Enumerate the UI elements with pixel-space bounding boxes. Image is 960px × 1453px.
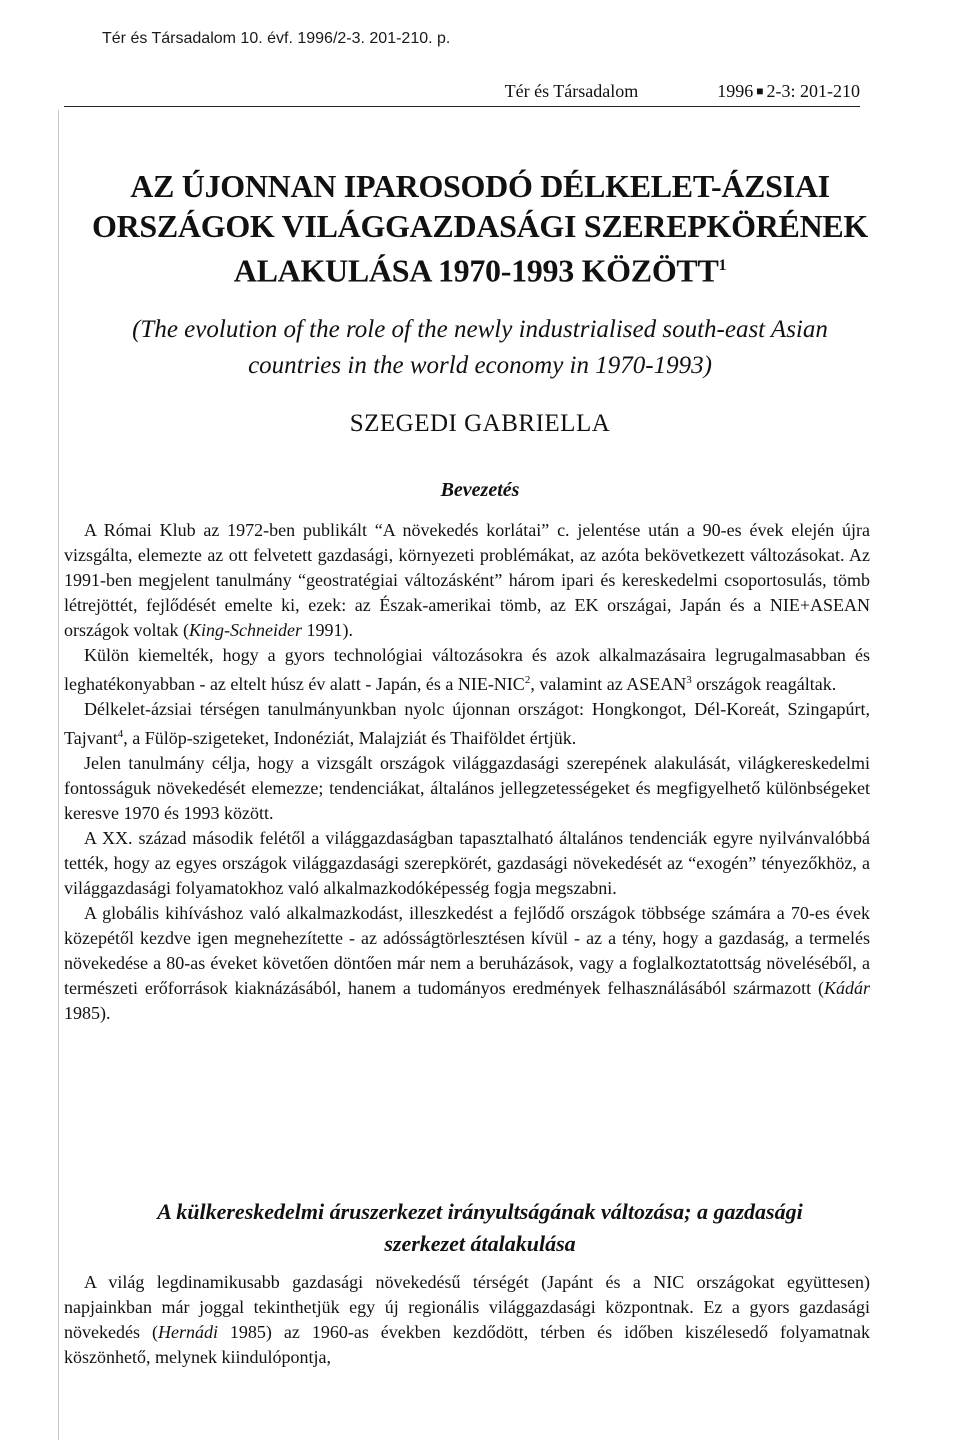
citation-author: Hernádi	[157, 1322, 218, 1342]
article-title	[60, 166, 900, 291]
paragraph: A globális kihíváshoz való alkalmazkodást, illeszkedést a fejlődő országok többsége számára a 70-es évek közepétől kezdve igen megnehezítette - az adósságtörlesztésen kívül - az a tény, hogy a gazdaság, a termelés növekedése a 80-as éveket követően döntően már nem a beruházások, vagy a foglalkoztatottság növeléséből, a természeti erőforrások kiaknázásából, hanem a tudományos eredmények felhasználásából származott (Kádár 1985).	[64, 903, 870, 1023]
title-line-3: ALAKULÁSA 1970-1993 KÖZÖTT	[233, 252, 719, 289]
footnote-mark: 2	[524, 674, 531, 686]
bullet-separator-icon: ■	[756, 84, 764, 98]
journal-header	[64, 80, 860, 107]
margin-rule	[58, 110, 59, 1440]
english-subtitle	[60, 312, 900, 384]
paragraph: Külön kiemelték, hogy a gyors technológiai változásokra és azok alkalmazásaira legrugalmasabban és leghatékonyabban - az eltelt húsz év alatt - Japán, és a NIE-NIC$^2$, valamint az ASEAN$^3$ országok reagáltak.	[64, 645, 870, 694]
citation-line: Tér és Társadalom 10. évf. 1996/2-3. 201-210. p.	[102, 30, 451, 47]
paragraph: A világ legdinamikusabb gazdasági növekedésű térségét (Japánt és a NIC országokat együttesen) napjainkban már joggal tekinthetjük egy új regionális világgazdasági központnak. Ez a gyors gazdasági növekedés (Hernádi 1985) az 1960-as években kezdődött, térben és időben kiszélesedő folyamatnak köszönhető, melynek kiindulópontja,	[64, 1272, 870, 1367]
title-footnote-mark: 1	[718, 257, 727, 274]
title-line-2: ORSZÁGOK VILÁGGAZDASÁGI SZEREPKÖRÉNEK	[91, 208, 869, 244]
author-name: SZEGEDI GABRIELLA	[349, 410, 611, 437]
intro-heading: Bevezetés	[440, 479, 520, 501]
subtitle-line-1: (The evolution of the role of the newly industrialised south-east Asian	[132, 316, 828, 343]
title-line-1: AZ ÚJONNAN IPAROSODÓ DÉLKELET-ÁZSIAI	[130, 168, 830, 204]
section-2-body	[64, 1270, 870, 1370]
footnote-mark: 3	[686, 674, 692, 686]
journal-issue-pages: 2-3: 201-210	[766, 81, 860, 101]
paragraph: A XX. század második felétől a világgazdaságban tapasztalható általános tendenciák egyre nyilvánvalóbbá tették, hogy az egyes országok világgazdasági szerepkörét, gazdasági növekedését az “exogén” tényezőkhöz, a világgazdasági folyamatokhoz való alkalmazkodóképesség fogja megszabni.	[64, 828, 870, 898]
paragraph: Délkelet-ázsiai térségen tanulmányunkban nyolc újonnan országot: Hongkongot, Dél-Koreát, Szingapúrt, Tajvant$^4$, a Fülöp-szigeteket, Indonéziát, Malajziát és Thaiföldet értjük.	[64, 699, 870, 748]
citation-author: King-Schneider	[188, 620, 302, 640]
journal-name: Tér és Társadalom	[504, 81, 639, 101]
subtitle-line-2: countries in the world economy in 1970-1993)	[248, 352, 712, 379]
journal-year: 1996	[717, 81, 754, 101]
citation-author: Kádár	[823, 978, 870, 998]
section-2-heading: A külkereskedelmi áruszerkezet irányultságának változása; a gazdasági szerkezet átalakulása	[157, 1199, 803, 1256]
intro-body	[64, 518, 870, 1026]
footnote-mark: 4	[117, 728, 124, 740]
paragraph: A Római Klub az 1972-ben publikált “A növekedés korlátai” c. jelentése után a 90-es évek elején újra vizsgálta, elemezte az ott felvetett gazdasági, környezeti problémákat, az azóta bekövetkezett változásokat. Az 1991-ben megjelent tanulmány “geostratégiai változásként” három ipari és kereskedelmi csoportosulás, tömb létrejöttét, fejlődését emelte ki, ezek: az Észak-amerikai tömb, az EK országai, Japán és a NIE+ASEAN országok voltak (King-Schneider 1991).	[64, 520, 870, 640]
paragraph: Jelen tanulmány célja, hogy a vizsgált országok világgazdasági szerepének alakulását, világkereskedelmi fontosságuk növekedését elemezze; tendenciákat, általános jellegzetességeket és megfigyelhető különbségeket keresve 1970 és 1993 között.	[64, 753, 870, 823]
